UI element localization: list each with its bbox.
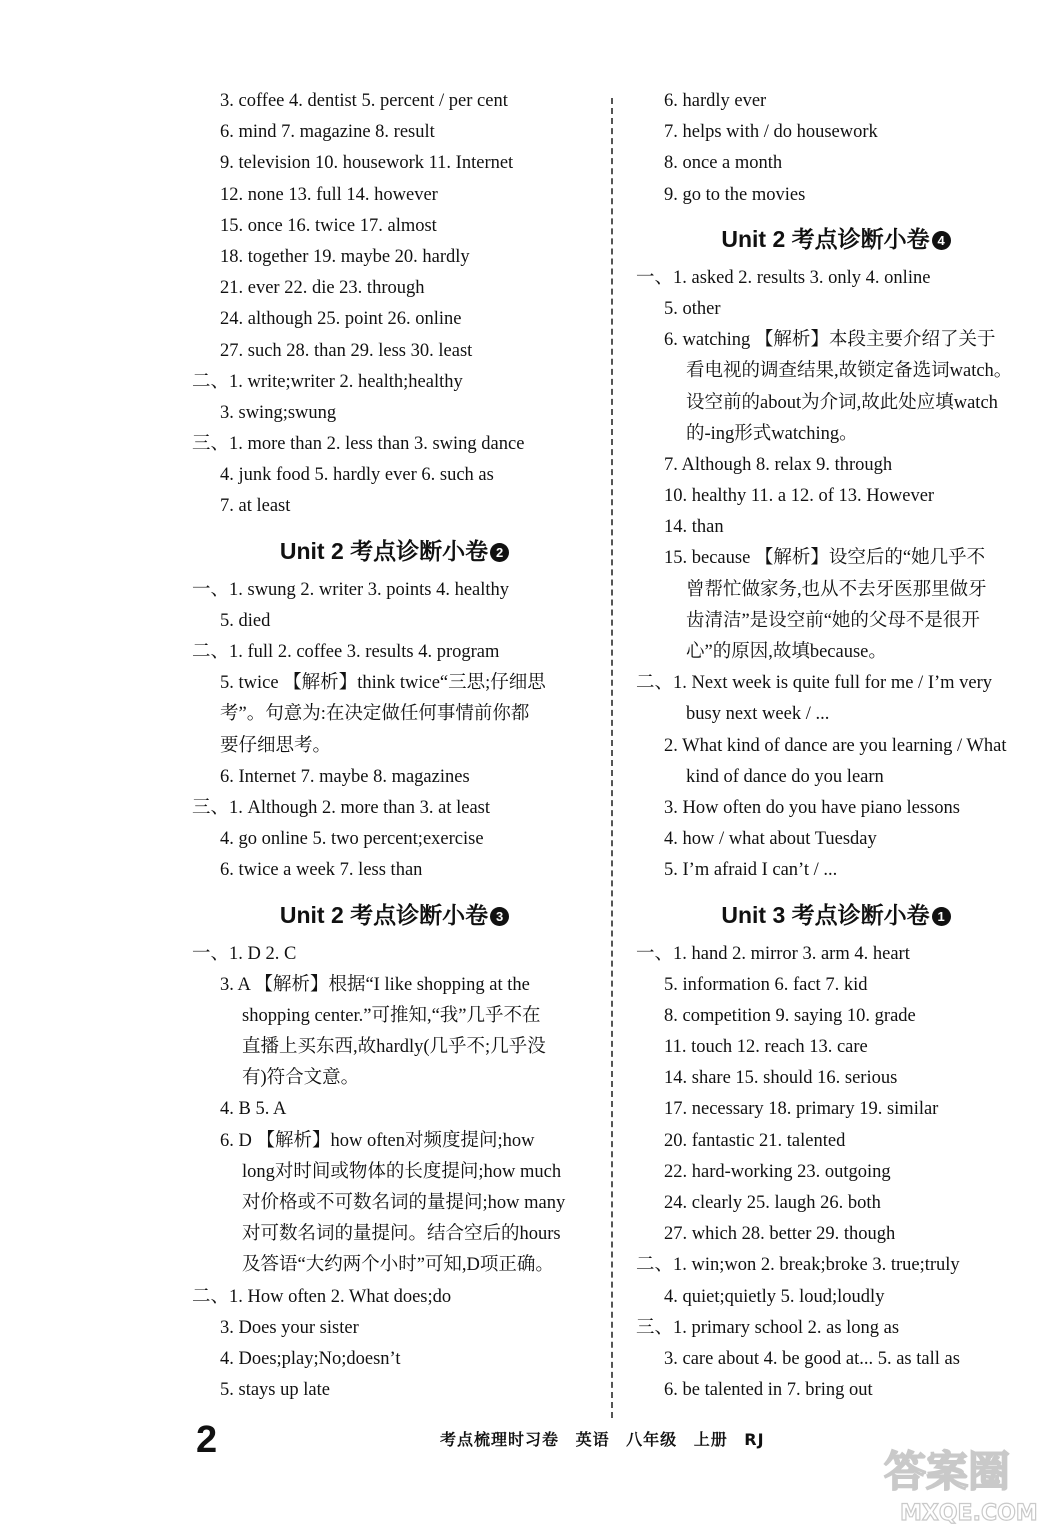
section-number-badge: 1 (932, 907, 951, 926)
page-number: 2 (196, 1419, 218, 1461)
answer-line: 3. care about 4. be good at... 5. as tall as (664, 1348, 960, 1369)
answer-line: 18. together 19. maybe 20. hardly (220, 246, 470, 267)
answer-line: 直播上买东西,故hardly(几乎不;几乎没 (242, 1037, 546, 1058)
answer-line: 一、1. asked 2. results 3. only 4. online (636, 267, 931, 288)
left-column (192, 86, 597, 1406)
answer-line: 二、1. Next week is quite full for me / I’m very (636, 673, 993, 694)
answer-line: 5. twice 【解析】think twice“三思;仔细思 (220, 673, 546, 694)
answer-line: 对价格或不可数名词的量提问;how many (242, 1193, 566, 1213)
right-column (636, 86, 1036, 1406)
section-heading-text: Unit 3 考点诊断小卷 (721, 901, 930, 928)
answer-line: 有)符合文意。 (242, 1068, 360, 1089)
answer-line: 9. television 10. housework 11. Internet (220, 153, 514, 174)
answer-line: 齿清洁”是设空前“她的父母不是很开 (686, 610, 980, 631)
answer-line: 5. died (220, 610, 271, 631)
watermark-top-text: 答案圈 (884, 1447, 1011, 1496)
answer-line: 3. How often do you have piano lessons (664, 797, 960, 818)
answer-line: 三、1. primary school 2. as long as (636, 1317, 900, 1338)
answer-line: 22. hard-working 23. outgoing (664, 1161, 891, 1182)
answer-line: 三、1. Although 2. more than 3. at least (192, 797, 491, 818)
answer-line: 5. other (664, 298, 721, 319)
book-title: 考点梳理时习卷 英语 八年级 上册 RJ (440, 1430, 765, 1449)
answer-line: 24. clearly 25. laugh 26. both (664, 1193, 881, 1213)
answer-line: 6. watching 【解析】本段主要介绍了关于 (664, 330, 996, 351)
section-heading (192, 527, 597, 575)
answer-line: 的-ing形式watching。 (686, 423, 858, 444)
answer-line: 6. D 【解析】how often对频度提问;how (220, 1130, 535, 1151)
answer-line: 7. helps with / do housework (664, 122, 878, 143)
answer-line: 24. although 25. point 26. online (220, 309, 462, 330)
section-heading (192, 891, 597, 939)
answer-line: 二、1. win;won 2. break;broke 3. true;truly (636, 1255, 960, 1276)
answer-line: 10. healthy 11. a 12. of 13. However (664, 486, 935, 507)
answer-line: 27. which 28. better 29. though (664, 1224, 896, 1245)
answer-line: 14. share 15. should 16. serious (664, 1068, 898, 1089)
answer-line: 三、1. more than 2. less than 3. swing dance (192, 434, 525, 455)
answer-line: 12. none 13. full 14. however (220, 184, 438, 205)
answer-line: 一、1. swung 2. writer 3. points 4. healthy (192, 579, 510, 600)
watermark-bottom-text: MXQE.COM (900, 1501, 1038, 1526)
answer-line: busy next week / ... (686, 704, 830, 725)
answer-line: 看电视的调查结果,故锁定备选词watch。 (686, 361, 1013, 382)
answer-line: 3. swing;swung (220, 402, 337, 423)
answer-line: 8. once a month (664, 153, 783, 174)
answer-line: 要仔细思考。 (220, 735, 332, 756)
answer-line: 5. I’m afraid I can’t / ... (664, 860, 838, 881)
answer-line: kind of dance do you learn (686, 766, 884, 787)
answer-line: shopping center.”可推知,“我”几乎不在 (242, 1005, 541, 1026)
answer-line: 考”。句意为:在决定做任何事情前你都 (220, 704, 530, 725)
answer-line: 8. competition 9. saying 10. grade (664, 1005, 916, 1026)
answer-line: 4. go online 5. two percent;exercise (220, 829, 484, 850)
answer-line: 4. Does;play;No;doesn’t (220, 1348, 401, 1369)
answer-line: 11. touch 12. reach 13. care (664, 1037, 868, 1058)
section-number-badge: 3 (490, 907, 509, 926)
answer-line: 4. how / what about Tuesday (664, 829, 877, 850)
answer-line: 15. because 【解析】设空后的“她几乎不 (664, 548, 986, 569)
answer-line: 6. be talented in 7. bring out (664, 1380, 873, 1401)
watermark-logo (880, 1438, 1040, 1528)
answer-line: 4. junk food 5. hardly ever 6. such as (220, 465, 494, 486)
answer-line: 2. What kind of dance are you learning / What (664, 735, 1007, 756)
section-number-badge: 4 (932, 231, 951, 250)
answer-line: 心”的原因,故填because。 (686, 642, 887, 662)
answer-line: 及答语“大约两个小时”可知,D项正确。 (242, 1255, 554, 1276)
answer-line: 7. at least (220, 496, 291, 517)
section-heading (636, 215, 1036, 263)
answer-line: 二、1. How often 2. What does;do (192, 1286, 452, 1307)
section-heading-text: Unit 2 考点诊断小卷 (721, 225, 930, 252)
answer-line: 3. Does your sister (220, 1317, 359, 1338)
answer-line: 6. twice a week 7. less than (220, 860, 423, 881)
answer-line: 4. quiet;quietly 5. loud;loudly (664, 1286, 885, 1307)
answer-line: 3. A 【解析】根据“I like shopping at the (220, 974, 530, 995)
answer-line: 17. necessary 18. primary 19. similar (664, 1099, 939, 1120)
answer-line: 设空前的about为介词,故此处应填watch (686, 392, 998, 413)
answer-line: long对时间或物体的长度提问;how much (242, 1161, 562, 1182)
section-heading-text: Unit 2 考点诊断小卷 (279, 901, 489, 928)
section-number-badge: 2 (490, 543, 509, 562)
answer-line: 二、1. write;writer 2. health;healthy (192, 371, 463, 392)
section-heading-text: Unit 2 考点诊断小卷 (279, 537, 489, 564)
answer-line: 一、1. D 2. C (192, 943, 297, 964)
answer-line: 二、1. full 2. coffee 3. results 4. program (192, 642, 500, 662)
answer-line: 曾帮忙做家务,也从不去牙医那里做牙 (686, 579, 987, 600)
answer-line: 27. such 28. than 29. less 30. least (220, 340, 473, 361)
section-heading (636, 891, 1036, 939)
column-divider (611, 98, 613, 1418)
answer-line: 6. hardly ever (664, 91, 767, 111)
answer-line: 5. stays up late (220, 1380, 330, 1401)
answer-line: 4. B 5. A (220, 1099, 287, 1120)
answer-line: 14. than (664, 517, 724, 538)
answer-line: 7. Although 8. relax 9. through (664, 454, 893, 475)
answer-line: 6. mind 7. magazine 8. result (220, 122, 435, 143)
answer-line: 对可数名词的量提问。结合空后的hours (242, 1224, 561, 1245)
answer-line: 6. Internet 7. maybe 8. magazines (220, 766, 470, 787)
answer-line: 一、1. hand 2. mirror 3. arm 4. heart (636, 943, 910, 964)
answer-line: 21. ever 22. die 23. through (220, 278, 425, 299)
answer-line: 5. information 6. fact 7. kid (664, 974, 868, 995)
answer-line: 3. coffee 4. dentist 5. percent / per cent (220, 91, 508, 111)
answer-line: 15. once 16. twice 17. almost (220, 215, 437, 236)
answer-line: 9. go to the movies (664, 184, 806, 205)
answer-line: 20. fantastic 21. talented (664, 1130, 846, 1151)
